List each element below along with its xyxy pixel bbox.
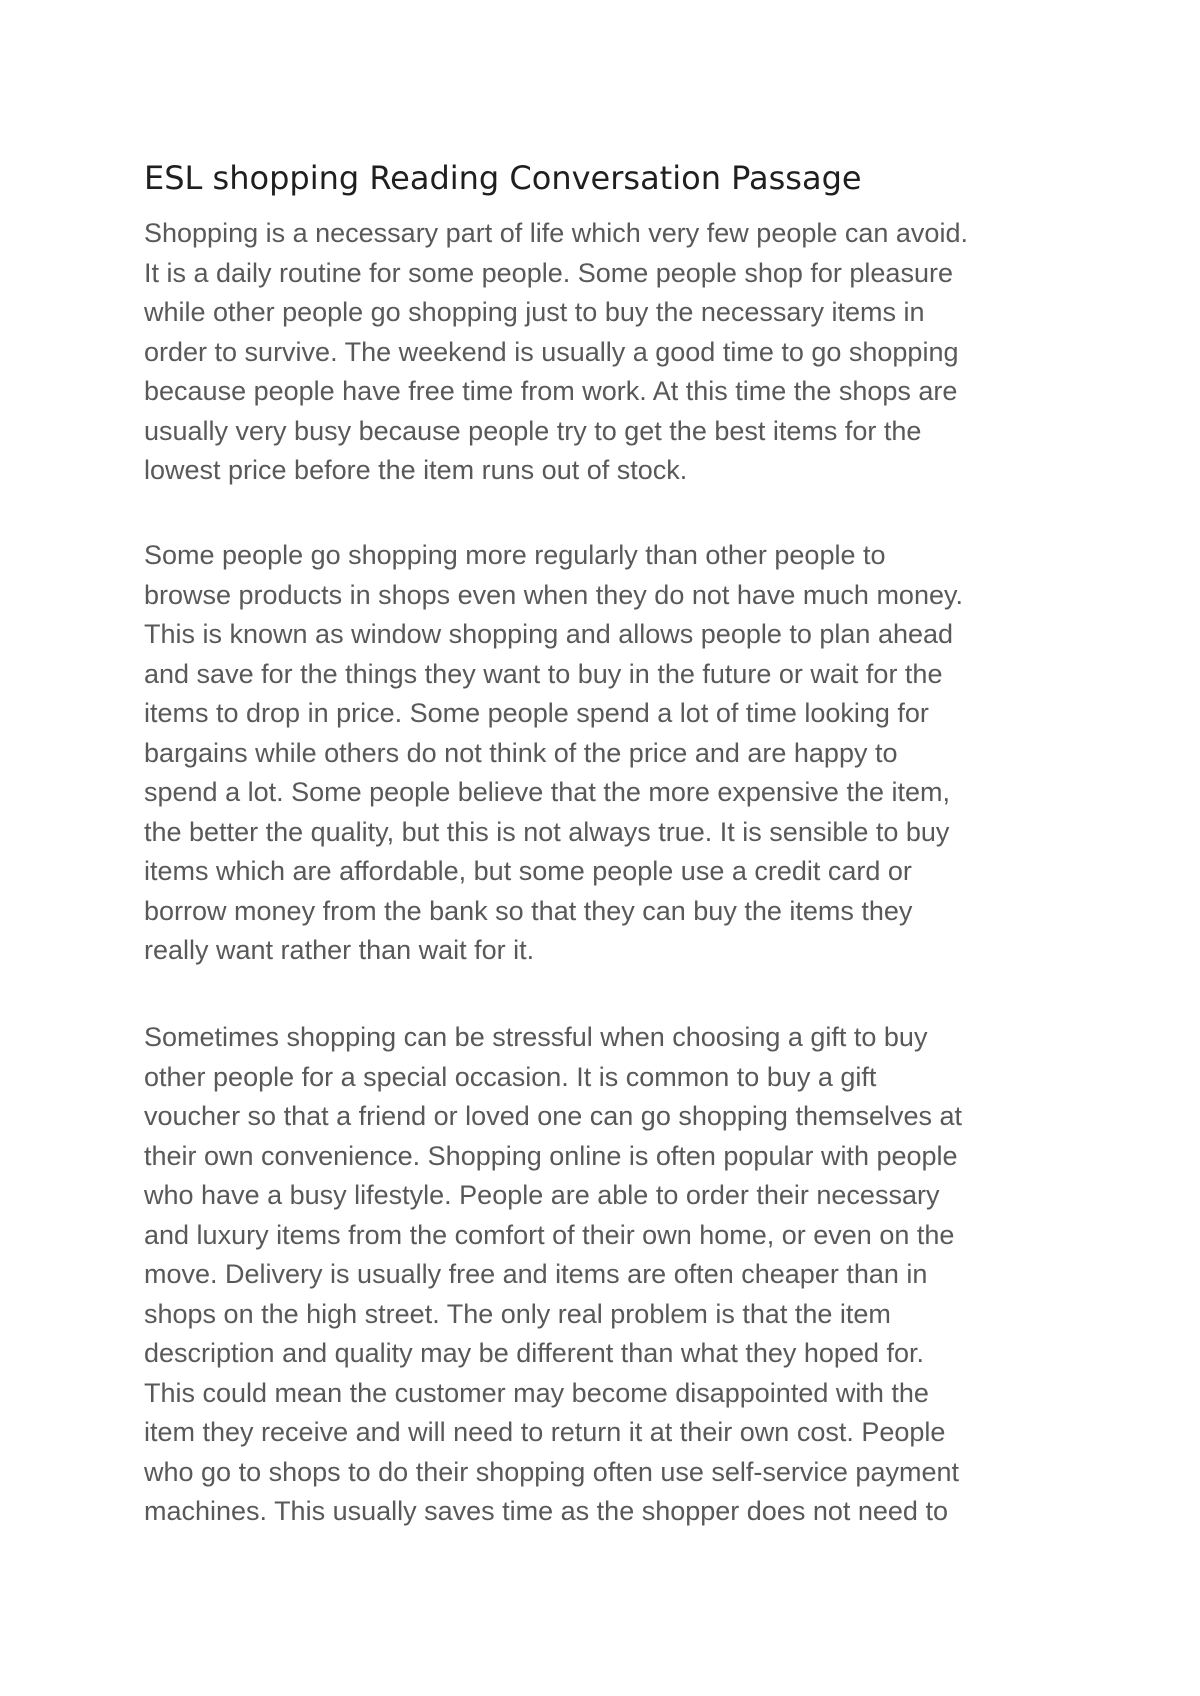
paragraph-line: because people have free time from work. At this time the shops are <box>144 376 958 406</box>
paragraph-line: and luxury items from the comfort of their own home, or even on the <box>144 1219 955 1250</box>
paragraph-line: description and quality may be different than what they hoped for. <box>144 1338 925 1368</box>
paragraph-line: shops on the high street. The only real problem is that the item <box>144 1298 891 1329</box>
paragraph-line: move. Delivery is usually free and items are often cheaper than in <box>144 1259 928 1289</box>
paragraph-line: the better the quality, but this is not always true. It is sensible to buy <box>144 816 950 847</box>
paragraph-line: This is known as window shopping and allows people to plan ahead <box>144 619 954 649</box>
paragraph-line: It is a daily routine for some people. Some people shop for pleasure <box>144 257 953 288</box>
paragraph-line: browse products in shops even when they do not have much money. <box>144 579 963 610</box>
paragraph-line: order to survive. The weekend is usually a good time to go shopping <box>144 336 959 367</box>
paragraph-line: borrow money from the bank so that they can buy the items they <box>144 895 913 926</box>
paragraph-line: really want rather than wait for it. <box>144 935 535 965</box>
paragraph-line: This could mean the customer may become disappointed with the <box>144 1377 929 1408</box>
paragraph-line: who have a busy lifestyle. People are able to order their necessary <box>144 1180 940 1210</box>
paragraph-line: voucher so that a friend or loved one can go shopping themselves at <box>144 1101 963 1131</box>
paragraph-3 <box>144 1018 962 1532</box>
paragraph-line: while other people go shopping just to buy the necessary items in <box>144 297 925 327</box>
paragraph-2 <box>144 536 963 971</box>
document-title: ESL shopping Reading Conversation Passage <box>144 159 862 197</box>
paragraph-line: Some people go shopping more regularly than other people to <box>144 540 886 570</box>
paragraph-line: their own convenience. Shopping online is often popular with people <box>144 1140 958 1171</box>
paragraph-line: Shopping is a necessary part of life which very few people can avoid. <box>144 218 968 248</box>
paragraph-line: Sometimes shopping can be stressful when choosing a gift to buy <box>144 1022 928 1052</box>
paragraph-line: other people for a special occasion. It is common to buy a gift <box>144 1061 877 1092</box>
paragraph-line: machines. This usually saves time as the shopper does not need to <box>144 1496 948 1526</box>
paragraph-line: usually very busy because people try to get the best items for the <box>144 415 922 446</box>
paragraph-line: spend a lot. Some people believe that the more expensive the item, <box>144 777 950 807</box>
paragraph-line: lowest price before the item runs out of stock. <box>144 455 688 485</box>
paragraph-line: and save for the things they want to buy in the future or wait for the <box>144 658 943 689</box>
paragraph-line: bargains while others do not think of the price and are happy to <box>144 737 898 768</box>
paragraph-line: item they receive and will need to return it at their own cost. People <box>144 1417 946 1447</box>
paragraph-1 <box>144 214 968 491</box>
paragraph-line: items to drop in price. Some people spend a lot of time looking for <box>144 698 929 728</box>
paragraph-line: items which are affordable, but some people use a credit card or <box>144 856 912 886</box>
paragraph-line: who go to shops to do their shopping often use self-service payment <box>144 1456 959 1487</box>
